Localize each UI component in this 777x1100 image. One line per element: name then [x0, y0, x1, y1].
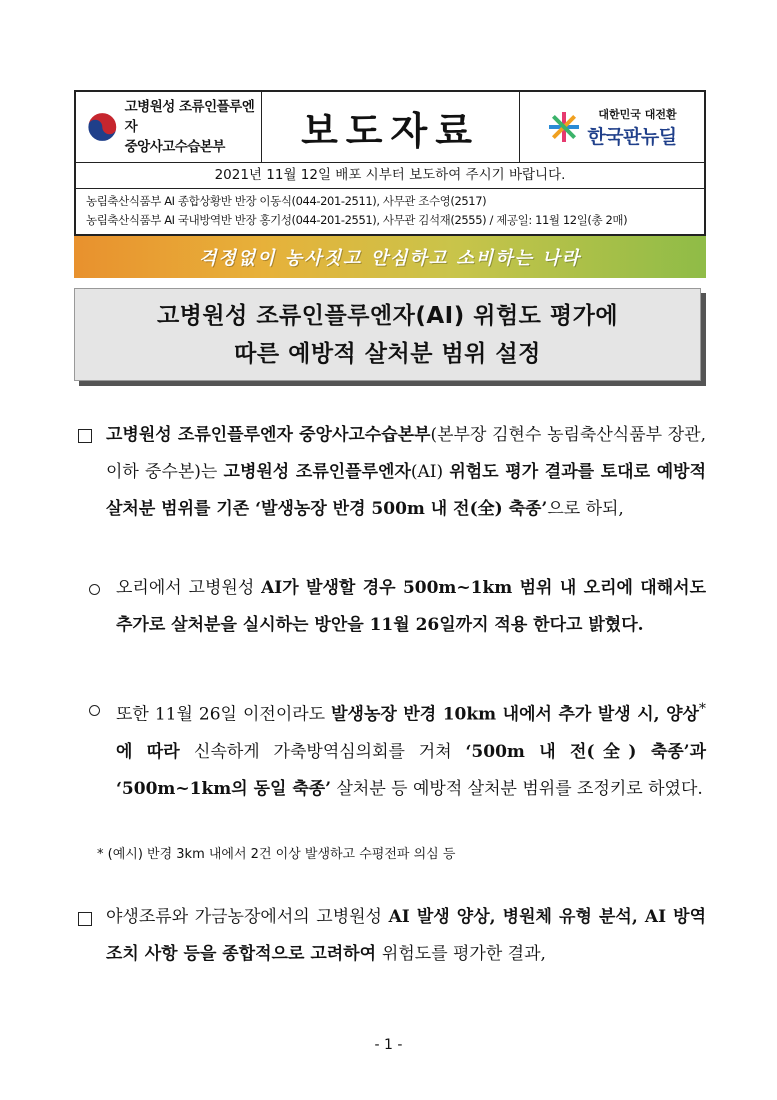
org-name-line2: 중앙사고수습본부	[124, 139, 225, 155]
contacts-block	[76, 189, 704, 234]
text-span: 고병원성 조류인플루엔자	[223, 462, 411, 482]
text-span: (본부장 김현수 농림축산식품부 장관, 이하 중수본)는	[106, 425, 706, 482]
text-span: AI 발생 양상, 병원체 유형 분석,	[388, 907, 645, 927]
text-span: 오리에서 고병원성	[116, 578, 262, 598]
headline-box	[74, 288, 701, 381]
headline-line2: 따른 예방적 살처분 범위 설정	[234, 340, 541, 367]
contact-line: 농림축산식품부 AI 종합상황반 반장 이동식(044-201-2511), 사무관 조수영(2517)	[86, 194, 487, 208]
org-name-line1: 고병원성 조류인플루엔자	[124, 99, 255, 135]
document-title: 보도자료	[262, 92, 520, 162]
taegeuk-emblem-icon	[86, 110, 119, 144]
text-span: AI 방역조치 사항 등을 종합적으로 고려하여	[106, 907, 706, 964]
text-span: 발생농장 반경 10km 내에서 추가 발생 시, 양상	[331, 704, 699, 725]
press-release-header	[74, 90, 706, 236]
text-span: 으로 하되,	[547, 499, 624, 519]
text-span: 고병원성 조류인플루엔자 중앙사고수습본부	[106, 425, 431, 445]
footnote: * (예시) 반경 3km 내에서 2건 이상 발생하고 수평전파 의심 등	[97, 847, 456, 862]
text-span: AI가 발생할 경우	[261, 578, 403, 598]
new-deal-star-icon	[547, 110, 581, 144]
text-span: 위험도 평가 결과를 토대로 예방적 살처분 범위를 기존 ‘발생농장 반경 500m 내 전(全) 축종’	[106, 462, 706, 519]
brand-name: 한국판뉴딜	[587, 125, 677, 148]
contact-line: 농림축산식품부 AI 국내방역반 반장 홍기성(044-201-2551), 사무관 김석재(2555) / 제공일: 11월 12일(총 2매)	[86, 213, 628, 227]
release-notice: 2021년 11월 12일 배포 시부터 보도하여 주시기 바랍니다.	[76, 163, 704, 189]
slogan-text: 걱정없이 농사짓고 안심하고 소비하는 나라	[198, 248, 582, 269]
text-span: 신속하게 가축방역심의회를 거쳐	[194, 741, 466, 762]
page-number: - 1 -	[374, 1037, 403, 1053]
text-span: 500m~1km 범위 내 오리에 대해서도 추가로 살처분을 실시하는 방안을 11월 26일까지 적용 한다고 밝혔다.	[116, 578, 706, 635]
square-bullet-icon	[78, 912, 92, 926]
paragraph-1	[106, 417, 706, 528]
headline-line1: 고병원성 조류인플루엔자(AI) 위험도 평가에	[156, 302, 619, 329]
text-span: 살처분 등 예방적 살처분 범위를 조정키로 하였다.	[331, 778, 703, 799]
text-span: (AI)	[410, 462, 450, 482]
footnote-marker: *	[698, 701, 706, 717]
new-deal-logo-block	[520, 92, 704, 162]
text-span: ‘500m 내 전(全) 축종’과 ‘500m~1km의 동일 축종’	[116, 741, 707, 799]
circle-bullet-icon	[89, 705, 100, 716]
paragraph-3	[116, 691, 706, 808]
paragraph-4	[106, 899, 706, 973]
square-bullet-icon	[78, 429, 92, 443]
slogan-banner	[74, 236, 706, 278]
circle-bullet-icon	[89, 584, 100, 595]
text-span: 위험도를 평가한 결과,	[381, 944, 546, 964]
brand-subtitle: 대한민국 대전환	[598, 107, 677, 121]
paragraph-2	[116, 570, 706, 644]
ministry-logo-block	[76, 92, 262, 162]
text-span: 에 따라	[116, 741, 195, 762]
text-span: 또한 11월 26일 이전이라도	[116, 704, 332, 725]
text-span: 야생조류와 가금농장에서의 고병원성	[106, 907, 389, 927]
